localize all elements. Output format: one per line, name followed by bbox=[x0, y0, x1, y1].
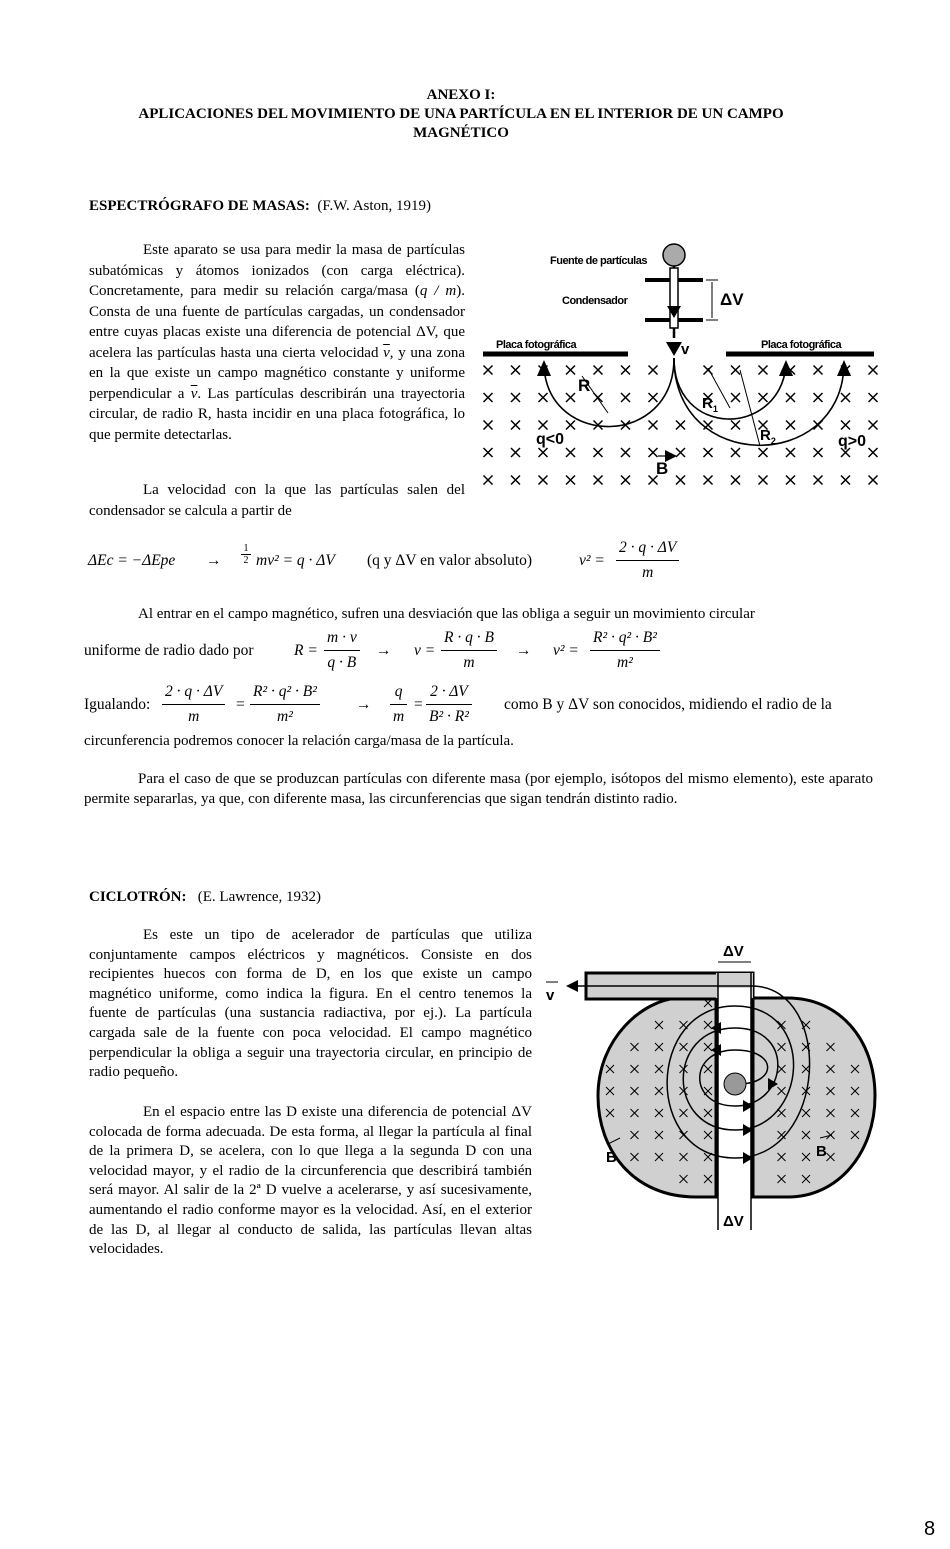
field-cross-icon bbox=[539, 393, 548, 402]
spectrograph-paragraph-3: Al entrar en el campo magnético, sufren una desviación que las obliga a seguir un movimiento circular bbox=[138, 606, 755, 622]
positive-charge-label: q>0 bbox=[838, 433, 867, 450]
radius-1-label: $R_1$ bbox=[702, 395, 718, 414]
dee-gap bbox=[718, 988, 751, 1233]
field-cross-icon bbox=[621, 476, 630, 485]
cyclotron-heading bbox=[89, 888, 321, 907]
delta-v-label: ΔV bbox=[720, 290, 744, 309]
field-cross-icon bbox=[704, 448, 713, 457]
field-cross-icon bbox=[539, 476, 548, 485]
source-label: Fuente de partículas bbox=[550, 255, 647, 267]
photo-plate-right-label: Placa fotográfica bbox=[761, 339, 842, 351]
radius-2-label: $R_2$ bbox=[760, 427, 776, 446]
field-cross-icon bbox=[731, 448, 740, 457]
field-cross-icon bbox=[759, 448, 768, 457]
field-cross-icon bbox=[869, 366, 878, 375]
field-cross-icon bbox=[869, 393, 878, 402]
field-cross-icon bbox=[621, 366, 630, 375]
velocity-symbol: $\overline{v}$ bbox=[383, 344, 390, 361]
annex-title bbox=[0, 86, 922, 143]
field-cross-icon bbox=[594, 448, 603, 457]
field-cross-icon bbox=[676, 476, 685, 485]
field-cross-icon bbox=[869, 448, 878, 457]
field-cross-icon bbox=[814, 476, 823, 485]
annex-heading-line: APLICACIONES DEL MOVIMIENTO DE UNA PARTÍCULA EN EL INTERIOR DE UN CAMPO bbox=[138, 106, 784, 122]
field-cross-icon bbox=[841, 476, 850, 485]
condenser-label: Condensador bbox=[562, 295, 628, 307]
velocity-symbol: $\overline{v}$ bbox=[190, 385, 198, 402]
field-cross-icon bbox=[484, 476, 493, 485]
spectrograph-paragraph-4: circunferencia podremos conocer la relación carga/masa de la partícula. bbox=[84, 733, 514, 749]
field-cross-icon bbox=[786, 421, 795, 430]
spectrograph-citation: (F.W. Aston, 1919) bbox=[317, 198, 432, 214]
field-cross-icon bbox=[841, 421, 850, 430]
field-cross-icon bbox=[731, 476, 740, 485]
field-cross-icon bbox=[786, 448, 795, 457]
field-cross-icon bbox=[731, 421, 740, 430]
field-cross-icon bbox=[511, 421, 520, 430]
field-cross-icon bbox=[511, 448, 520, 457]
field-cross-icon bbox=[484, 421, 493, 430]
field-cross-icon bbox=[566, 476, 575, 485]
cyclotron-paragraph-1: Es este un tipo de acelerador de partículas que utiliza conjuntamente campos eléctricos y magnéticos. Consiste en dos recipientes huecos con forma de D, en los que existe un campo magnético uniforme, como indica la figura. En el centro tenemos la fuente de partículas (una sustancia radiactiva, por ej.). La partícula cargada sale de la fuente con poca velocidad. El campo magnético perpendicular la obliga a seguir una trayectoria circular, en principio de radio pequeño. bbox=[89, 927, 532, 1081]
equation-equating: Igualando: $\frac{2 \cdot q \cdot \Delta V}{m}$ = $\frac{\text{R² · q² · B²}}{\text{m²}}$ → $\frac{q}{m}$ = $\frac{2 \cdot \Delta V}{\text{B² · R²}}$ como B y ΔV son conocidos, midiendo el radio de la bbox=[84, 683, 832, 725]
particle-source-icon bbox=[663, 244, 685, 266]
field-b-left-label: B bbox=[606, 1149, 617, 1166]
field-cross-icon bbox=[869, 421, 878, 430]
field-cross-icon bbox=[731, 393, 740, 402]
annex-label: ANEXO I: bbox=[426, 87, 496, 103]
field-cross-icon bbox=[539, 448, 548, 457]
velocity-label: v bbox=[681, 341, 690, 358]
field-cross-icon bbox=[621, 393, 630, 402]
cyclotron-citation: (E. Lawrence, 1932) bbox=[197, 889, 322, 905]
field-cross-icon bbox=[649, 366, 658, 375]
field-cross-icon bbox=[594, 476, 603, 485]
field-cross-icon bbox=[676, 421, 685, 430]
field-cross-icon bbox=[786, 476, 795, 485]
field-cross-icon bbox=[566, 366, 575, 375]
magnetic-field-crosses bbox=[484, 366, 878, 485]
right-dee bbox=[753, 998, 875, 1197]
left-dee bbox=[598, 998, 716, 1197]
field-cross-icon bbox=[704, 476, 713, 485]
field-cross-icon bbox=[759, 476, 768, 485]
delta-v-top-label: ΔV bbox=[723, 943, 744, 960]
field-cross-icon bbox=[704, 421, 713, 430]
velocity-label: v bbox=[546, 987, 555, 1004]
field-cross-icon bbox=[566, 448, 575, 457]
field-cross-icon bbox=[869, 476, 878, 485]
cyclotron-diagram bbox=[538, 938, 883, 1233]
delta-v-bottom-label: ΔV bbox=[723, 1213, 744, 1230]
spectrograph-paragraph-5: Para el caso de que se produzcan partículas con diferente masa (por ejemplo, isótopos del mismo elemento), este aparato permite separarlas, ya que, con diferente masa, las circunferencias que sigan tendrán distinto radio. bbox=[84, 771, 873, 807]
field-cross-icon bbox=[539, 421, 548, 430]
field-cross-icon bbox=[731, 366, 740, 375]
spectrograph-paragraph-2: La velocidad con la que las partículas salen del condensador se calcula a partir de bbox=[89, 482, 465, 519]
field-cross-icon bbox=[511, 366, 520, 375]
negative-charge-label: q<0 bbox=[536, 431, 565, 448]
q-over-m: q / m bbox=[419, 283, 457, 299]
particle-source-icon bbox=[724, 1073, 746, 1095]
field-b-label: B bbox=[656, 459, 669, 478]
page-number: 8 bbox=[924, 1518, 936, 1540]
field-cross-icon bbox=[786, 393, 795, 402]
field-cross-icon bbox=[676, 448, 685, 457]
field-cross-icon bbox=[594, 366, 603, 375]
field-cross-icon bbox=[484, 366, 493, 375]
equation-radius: uniforme de radio dado por R = $\frac{m \cdot v}{q \cdot B}$ → v = $\frac{R \cdot q \cdot B}{m}$ → v² = $\frac{\text{R² · q² · B²}}{\text{m²}}$ bbox=[84, 628, 884, 674]
field-cross-icon bbox=[759, 366, 768, 375]
field-cross-icon bbox=[511, 393, 520, 402]
field-cross-icon bbox=[841, 393, 850, 402]
field-cross-icon bbox=[649, 421, 658, 430]
photo-plate-left-label: Placa fotográfica bbox=[496, 339, 577, 351]
field-b-right-label: B bbox=[816, 1143, 827, 1160]
field-cross-icon bbox=[759, 393, 768, 402]
field-cross-icon bbox=[484, 448, 493, 457]
spectrograph-title: ESPECTRÓGRAFO DE MASAS: bbox=[89, 198, 310, 214]
field-cross-icon bbox=[566, 393, 575, 402]
field-cross-icon bbox=[649, 393, 658, 402]
spectrograph-heading bbox=[89, 197, 431, 216]
positive-trajectory-1 bbox=[674, 358, 786, 419]
spectrograph-paragraph-1: Este aparato se usa para medir la masa de partículas subatómicas y átomos ionizados (con carga eléctrica). Concretamente, para medir su relación carga/masa (q / m). Consta de una fuente de partículas cargadas, un condensador entre cuyas placas existe una diferencia de potencial ΔV, que acelera las partículas hasta una cierta velocidad $\overline{v}$, y una zona en la que existe un campo magnético constante y uniforme perpendicular a $\overline{v}$. Las partículas describirán una trayectoria circular, de radio R, hasta incidir en una placa fotográfica, lo que permite detectarlas. bbox=[89, 242, 465, 443]
radius-label: R bbox=[578, 376, 591, 395]
mass-spectrograph-diagram bbox=[478, 238, 883, 500]
cyclotron-title: CICLOTRÓN: bbox=[89, 889, 187, 905]
cyclotron-paragraph-2: En el espacio entre las D existe una diferencia de potencial ΔV colocada de forma adecuada. De esta forma, al llegar la partícula al final de la primera D, se acelera, con lo que llega a la segunda D con una velocidad mayor, y el radio de la circunferencia que describirá también será mayor. Al salir de la 2ª D vuelve a acelerarse, y así sucesivamente, aumentando el radio conforme mayor es la velocidad. Así, en el exterior de las D, al llegar al conducto de salida, las partículas llevan altas velocidades. bbox=[89, 1104, 532, 1258]
field-cross-icon bbox=[814, 366, 823, 375]
field-cross-icon bbox=[649, 448, 658, 457]
field-cross-icon bbox=[484, 393, 493, 402]
annex-heading-line-2: MAGNÉTICO bbox=[413, 125, 509, 141]
field-cross-icon bbox=[566, 421, 575, 430]
field-cross-icon bbox=[621, 448, 630, 457]
field-cross-icon bbox=[814, 393, 823, 402]
field-cross-icon bbox=[511, 476, 520, 485]
field-cross-icon bbox=[814, 448, 823, 457]
